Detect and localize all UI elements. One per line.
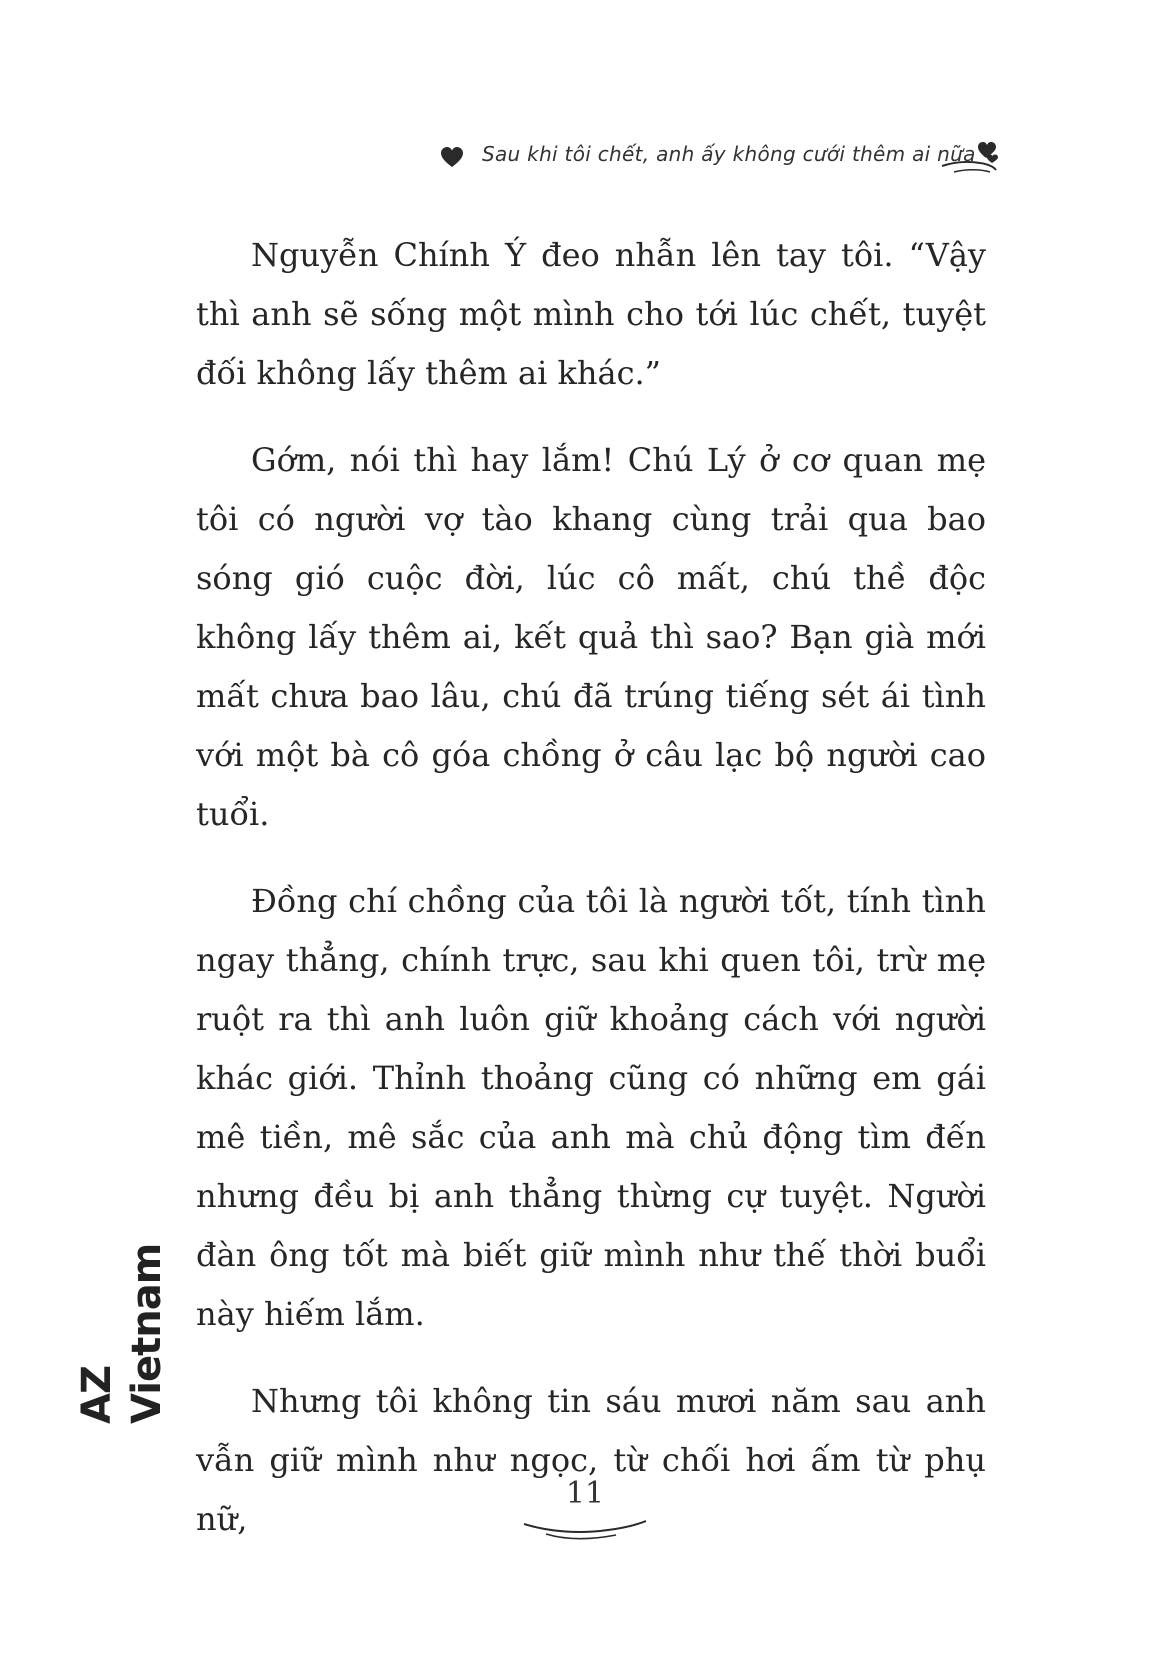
heart-swirl-icon: [940, 136, 1014, 176]
paragraph: Gớm, nói thì hay lắm! Chú Lý ở cơ quan mẹ tôi có người vợ tào khang cùng trải qua bao sóng gió cuộc đời, lúc cô mất, chú thề độc không lấy thêm ai, kết quả thì sao? Bạn già mới mất chưa bao lâu, chú đã trúng tiếng sét ái tình với một bà cô góa chồng ở câu lạc bộ người cao tuổi.: [196, 441, 986, 833]
swirl-ornament-icon: [520, 1518, 650, 1542]
header-title: Sau khi tôi chết, anh ấy không cưới thêm ai nữa: [482, 142, 976, 166]
running-header: [440, 136, 1030, 180]
paragraph: Nhưng tôi không tin sáu mươi năm sau anh vẫn giữ mình như ngọc, từ chối hơi ấm từ phụ nữ,: [196, 1382, 986, 1538]
heart-left-icon: [440, 146, 464, 168]
paragraph: Nguyễn Chính Ý đeo nhẫn lên tay tôi. “Vậy thì anh sẽ sống một mình cho tới lúc chết, tuyệt đối không lấy thêm ai khác.”: [196, 236, 986, 392]
page-footer: [520, 1476, 650, 1546]
publisher-logo-text: AZ Vietnam: [74, 1243, 170, 1424]
paragraph: Đồng chí chồng của tôi là người tốt, tính tình ngay thẳng, chính trực, sau khi quen tôi, trừ mẹ ruột ra thì anh luôn giữ khoảng cách với người khác giới. Thỉnh thoảng cũng có những em gái mê tiền, mê sắc của anh mà chủ động tìm đến nhưng đều bị anh thẳng thừng cự tuyệt. Người đàn ông tốt mà biết giữ mình như thế thời buổi này hiếm lắm.: [196, 882, 986, 1333]
page-number: 11: [565, 1476, 605, 1511]
body-text: [196, 226, 986, 1577]
publisher-logo: [72, 1243, 170, 1424]
